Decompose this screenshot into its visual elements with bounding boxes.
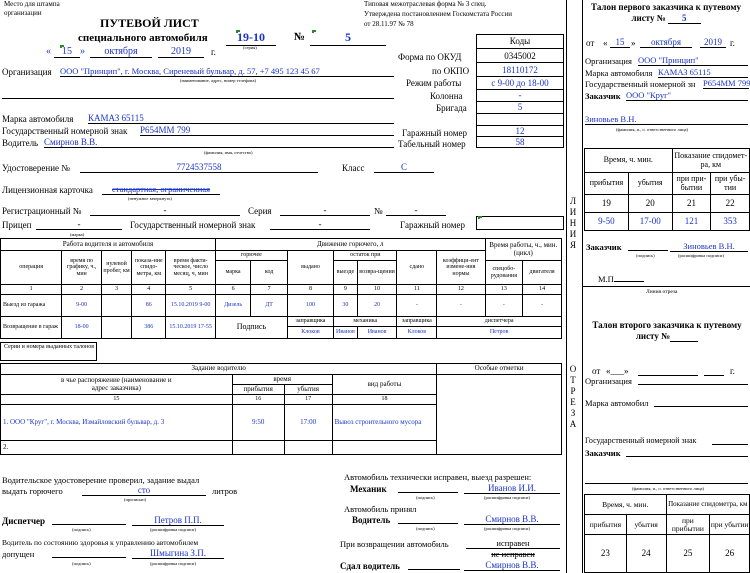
- col-coef: коэффици-ент измене-ния нормы: [437, 251, 485, 285]
- col-actual: время факти-ческое, число месяц, ч, мин: [166, 251, 215, 285]
- coupon1-plate[interactable]: Р654ММ 799: [703, 78, 750, 88]
- task-num-18: 18: [332, 395, 437, 405]
- sign-label: Подпись: [215, 317, 287, 339]
- c2-time-title: Время, ч. мин.: [585, 495, 667, 515]
- class-value[interactable]: С: [374, 162, 434, 173]
- c1-val-arrive[interactable]: 9-50: [585, 213, 629, 231]
- c1-time-title: Время, ч. мин.: [585, 149, 673, 173]
- c2-num-23: 23: [585, 535, 627, 573]
- task-col-client: в чье распоряжение (наименование и адрес заказчика): [1, 375, 233, 395]
- coupon2-number[interactable]: [670, 331, 698, 342]
- coupon1-month[interactable]: октября: [640, 37, 692, 48]
- c2-depart: убытия: [626, 515, 666, 535]
- sign-col-fueler: заправщика: [287, 317, 333, 327]
- coupon1-person-hint: (фамилия, и., о. ответственного лица): [616, 127, 688, 132]
- driver-sign-label: Водитель: [352, 515, 391, 525]
- col-issued: выдано: [287, 251, 333, 285]
- stamp-place: Место для штампа организации: [4, 0, 60, 17]
- cell-actual[interactable]: 15.10.2019 9-00: [166, 295, 215, 317]
- approved: Утверждена постановлением Госкомстата России: [364, 10, 512, 18]
- cell-handed[interactable]: -: [397, 295, 437, 317]
- cut-word: ОТРЕЗА: [569, 364, 577, 429]
- c1-num-22: 22: [711, 195, 750, 213]
- cell-engine[interactable]: -: [523, 295, 562, 317]
- doc-title: ПУТЕВОЙ ЛИСТ: [100, 16, 199, 30]
- org-label: Организация: [2, 67, 52, 77]
- fuel-value[interactable]: сто: [82, 485, 206, 496]
- task-client-2[interactable]: 2.: [1, 441, 233, 455]
- mode-value[interactable]: с 9-00 до 18-00: [491, 78, 549, 88]
- cell-issued[interactable]: 100: [287, 295, 333, 317]
- handed-value[interactable]: Смирнов В.В.: [464, 560, 560, 571]
- c1-depart: убытия: [628, 173, 672, 195]
- coupon2-person-hint: (фамилия, и., о. ответственного лица): [632, 486, 704, 491]
- cell-return[interactable]: 20: [357, 295, 397, 317]
- col-code: код: [251, 261, 288, 285]
- okpo-label: по ОКПО: [432, 66, 470, 76]
- sign-val-1[interactable]: Клоков: [287, 327, 333, 339]
- c2-speedo-title: Показание спидометра, км: [666, 495, 750, 515]
- task-col-depart: убытия: [284, 385, 332, 395]
- num-2: 2: [62, 285, 102, 295]
- series-value[interactable]: 19-10: [226, 30, 276, 46]
- coupon2-client-label: Заказчик: [585, 448, 621, 458]
- coupon1-brand[interactable]: КАМАЗ 65115: [658, 67, 748, 78]
- task-table: [0, 363, 562, 455]
- c1-sign-hint: (подпись): [636, 253, 655, 258]
- brand-value[interactable]: КАМАЗ 65115: [88, 113, 394, 124]
- medic-sign[interactable]: [52, 548, 126, 558]
- c1-decode-hint: (расшифровка подписи): [678, 253, 724, 258]
- c1-num-21: 21: [672, 195, 711, 213]
- medic-value[interactable]: Шмыгина З.П.: [132, 548, 224, 559]
- num-4: 4: [132, 285, 166, 295]
- return-ok[interactable]: исправен: [466, 538, 560, 549]
- coupon1-year-suffix: г.: [730, 38, 735, 48]
- task-num-16: 16: [232, 395, 284, 405]
- health-line: Водитель по состоянию здоровья к управлению автомобилем: [2, 538, 199, 547]
- task-depart-2[interactable]: [284, 441, 332, 455]
- okud-label: Форма по ОКУД: [398, 52, 462, 62]
- column-value[interactable]: -: [518, 90, 522, 100]
- task-arrive-2[interactable]: [232, 441, 284, 455]
- coupon1-plate-label: Государственный номерной зн: [585, 79, 696, 89]
- cell-brand[interactable]: Дизель: [215, 295, 250, 317]
- garage-value[interactable]: 12: [515, 126, 525, 136]
- series-label-2: Серия: [248, 206, 272, 216]
- coupon2-year-suffix: г.: [730, 366, 735, 376]
- dispatcher-sign[interactable]: [52, 515, 126, 525]
- cell-schedule-2[interactable]: 18-00: [62, 317, 102, 339]
- c1-num-20: 20: [628, 195, 672, 213]
- accepted-line: Автомобиль принял: [344, 504, 417, 514]
- c1-at-arrive: при при-бытии: [672, 173, 711, 195]
- c2-at-arrive: при прибытии: [666, 515, 710, 535]
- col-fuel: горючее: [215, 251, 287, 261]
- date-day[interactable]: 15: [54, 46, 80, 58]
- c1-val-at-arrive[interactable]: 121: [672, 213, 711, 231]
- date-month[interactable]: октября: [90, 46, 152, 58]
- dispatcher-sign-hint: (подпись): [72, 527, 91, 532]
- driver-sign-value[interactable]: Смирнов В.В.: [464, 514, 560, 525]
- cell-speedo[interactable]: 86: [132, 295, 166, 317]
- sign-val-5[interactable]: Петров: [437, 327, 562, 339]
- c2-at-depart: при убытии: [710, 515, 750, 535]
- coupon1-client[interactable]: ООО "Круг": [626, 90, 748, 101]
- sign-val-4[interactable]: Клоков: [397, 327, 437, 339]
- c1-speedo-title: Показание спидомет-ра, км: [672, 149, 749, 173]
- trailer-label: Прицеп: [2, 220, 32, 230]
- col-depart: выезде: [334, 261, 358, 285]
- driver-decode-hint: (расшифровка подписи): [484, 526, 530, 531]
- column-label: Колонна: [430, 91, 463, 101]
- task-depart[interactable]: 17:00: [284, 405, 332, 441]
- coupon1-org-label: Организация: [585, 56, 632, 66]
- series-label: (серия): [243, 45, 257, 50]
- coupon2-from: от: [592, 366, 601, 376]
- check-line: Водительское удостоверение проверил, задание выдал: [2, 475, 200, 485]
- coupon1-org[interactable]: ООО "Принцип": [638, 55, 748, 66]
- c1-cut-line: Линия отреза: [646, 289, 678, 295]
- return-line: При возвращении автомобиль: [340, 539, 449, 549]
- codes-title: Коды: [509, 36, 531, 46]
- okud-value: 0345002: [504, 51, 536, 61]
- col-brand: марка: [215, 261, 250, 285]
- c1-at-depart: при убы-тии: [711, 173, 750, 195]
- no-value[interactable]: -: [386, 205, 446, 216]
- cell-schedule[interactable]: 9-00: [62, 295, 102, 317]
- medic-decode-hint: (расшифровка подписи): [150, 561, 196, 566]
- mode-label: Режим работы: [406, 78, 462, 88]
- brigade-value[interactable]: 5: [517, 102, 523, 112]
- garage-label: Гаражный номер: [402, 128, 467, 138]
- coupon2-title: Талон второго заказчика к путевому листу №: [592, 320, 742, 341]
- trailer-garage-box[interactable]: [476, 216, 564, 230]
- work-group-3: Время работы, ч., мин. (цикл): [485, 239, 561, 261]
- driver-label: Водитель: [2, 138, 39, 148]
- sign-val-3[interactable]: Иванов: [357, 327, 397, 339]
- work-group-1: Работа водителя и автомобиля: [1, 239, 216, 251]
- cell-actual-2[interactable]: 15.10.2019 17-55: [166, 317, 215, 339]
- cell-coef[interactable]: -: [437, 295, 485, 317]
- c1-client-sign[interactable]: [628, 241, 668, 251]
- col-handed: сдано: [397, 251, 437, 285]
- coupon1-client-label: Заказчик: [585, 91, 621, 101]
- num-7: 7: [251, 285, 288, 295]
- sign-col-mechanic: механика: [334, 317, 397, 327]
- coupon2-plate-label: Государственный номерной знак: [585, 436, 697, 445]
- fuel-hint: (прописью): [124, 497, 147, 502]
- num-9: 9: [334, 285, 358, 295]
- coupon1-brand-label: Марка автомобиля: [585, 68, 653, 78]
- c2-num-26: 26: [710, 535, 750, 573]
- series-value-2[interactable]: -: [280, 205, 370, 216]
- notes-area[interactable]: [437, 375, 562, 455]
- num-11: 11: [397, 285, 437, 295]
- coupon2-brand-label: Марка автомобил: [585, 398, 649, 408]
- c1-arrive: прибытия: [585, 173, 629, 195]
- cell-op: Выезд из гаража: [1, 295, 62, 317]
- doc-subtitle: специального автомобиля: [78, 32, 208, 44]
- approved-date: от 28.11.97 № 78: [364, 20, 414, 28]
- brand-label: Марка автомобиля: [2, 114, 74, 124]
- medic-sign-hint: (подпись): [72, 561, 91, 566]
- form-type: Типовая межотраслевая форма № 3 спец.: [364, 0, 487, 8]
- cell-zero-2[interactable]: [102, 317, 132, 339]
- sign-col-dispatcher: диспетчера: [437, 317, 562, 327]
- coupon1-title: Талон первого заказчика к путевому листу № 5: [591, 2, 741, 23]
- trailer-garage-label: Гаражный номер: [400, 220, 465, 230]
- work-table: [0, 238, 562, 339]
- task-client[interactable]: 1. ООО "Круг", г. Москва, Измайловский бульвар, д. 3: [1, 405, 233, 441]
- series-nums-label: Серии и номера выданных талонов: [4, 344, 95, 350]
- license-label: Удостоверение №: [2, 163, 70, 173]
- cut-line-word: ЛИНИЯ: [569, 196, 577, 250]
- handed-label: Сдал водитель: [340, 561, 400, 571]
- num-13: 13: [485, 285, 523, 295]
- task-work[interactable]: Вывоз строительного мусора: [332, 405, 437, 441]
- col-return: возвра-щении: [357, 261, 397, 285]
- coupon1-from: от: [586, 38, 595, 48]
- notes-title: Особые отметки: [437, 364, 562, 375]
- task-title: Задание водителю: [1, 364, 437, 375]
- task-col-time: время: [232, 375, 332, 385]
- coupon2-org-label: Организация: [585, 376, 632, 386]
- date-year[interactable]: 2019: [158, 46, 204, 58]
- work-group-2: Движение горючего, л: [215, 239, 485, 251]
- col-schedule: время по графику, ч., мин: [62, 251, 102, 285]
- license-value[interactable]: 7724537558: [80, 162, 318, 173]
- task-arrive[interactable]: 9:50: [232, 405, 284, 441]
- task-col-arrive: прибытия: [232, 385, 284, 395]
- fuel-line: выдать горючего: [2, 486, 63, 496]
- coupon2-plate[interactable]: [712, 435, 748, 445]
- c1-mp: М.П.: [598, 274, 616, 284]
- num-12: 12: [437, 285, 485, 295]
- driver-hint: (фамилия, имя, отчество): [204, 150, 253, 155]
- num-10: 10: [357, 285, 397, 295]
- coupon1-person[interactable]: Зиновьев В.Н.: [585, 114, 748, 125]
- c2-num-25: 25: [666, 535, 710, 573]
- mechanic-decode-hint: (расшифровка подписи): [484, 495, 530, 500]
- year-suffix: г.: [211, 47, 216, 57]
- col-spec: спецобо-рудования: [485, 261, 523, 285]
- c1-client-sign-value[interactable]: Зиновьев В.Н.: [670, 241, 748, 252]
- dispatcher-value[interactable]: Петров П.П.: [132, 515, 224, 526]
- driver-value[interactable]: Смирнов В.В.: [44, 137, 394, 148]
- cell-zero[interactable]: [102, 295, 132, 317]
- class-label: Класс: [342, 163, 365, 173]
- return-not-ok[interactable]: не исправен: [491, 549, 535, 559]
- driver-sign[interactable]: [398, 514, 458, 524]
- dispatcher-decode-hint: (расшифровка подписи): [150, 527, 196, 532]
- handed-sign[interactable]: [408, 560, 460, 570]
- c1-client-sign-label: Заказчик: [586, 242, 622, 252]
- task-work-2[interactable]: [332, 441, 437, 455]
- driver-sign-hint: (подпись): [416, 526, 435, 531]
- admitted-label: допущен: [2, 549, 35, 559]
- coupon2-day[interactable]: «___»: [606, 366, 629, 376]
- number-sign: №: [294, 31, 306, 43]
- c1-num-19: 19: [585, 195, 629, 213]
- coupon1-number[interactable]: 5: [668, 13, 701, 24]
- task-col-work: вид работы: [332, 375, 437, 395]
- mechanic-value[interactable]: Иванов И.И.: [464, 483, 560, 494]
- cell-depart[interactable]: 30: [334, 295, 358, 317]
- num-5: 5: [166, 285, 215, 295]
- c1-val-at-depart[interactable]: 353: [711, 213, 750, 231]
- coupon1-year[interactable]: 2019: [700, 37, 726, 48]
- org-value[interactable]: ООО "Принцип", г. Москва, Сиреневый бульвар, д. 57, +7 495 123 45 67: [60, 66, 394, 77]
- mechanic-sign-hint: (подпись): [416, 495, 435, 500]
- reg-value[interactable]: -: [90, 205, 240, 216]
- number-value[interactable]: 5: [310, 30, 386, 46]
- c2-arrive: прибытия: [585, 515, 627, 535]
- card-label: Лицензионная карточка: [2, 185, 93, 195]
- brigade-label: Бригада: [436, 103, 467, 113]
- reg-label: Регистрационный №: [2, 206, 82, 216]
- coupon1-table: [584, 148, 750, 231]
- sign-col-fueler-2: заправщика: [397, 317, 437, 327]
- coupon2-table: [584, 494, 750, 573]
- card-hint: (ненужное зачеркнуть): [128, 196, 172, 201]
- trailer-hint: (марка): [70, 232, 85, 237]
- dispatcher-label: Диспетчер: [2, 516, 46, 526]
- col-rest: остаток при: [334, 251, 397, 261]
- cell-speedo-2[interactable]: 386: [132, 317, 166, 339]
- cell-op-2: Возвращение в гараж: [1, 317, 62, 339]
- org-hint: (наименование, адрес, номер телефона): [180, 78, 256, 83]
- mechanic-sign[interactable]: [398, 483, 458, 493]
- c1-val-depart[interactable]: 17-00: [628, 213, 672, 231]
- card-value[interactable]: стандартная, ограниченная: [102, 184, 220, 195]
- mechanic-label: Механик: [350, 484, 387, 494]
- row-departure: [1, 295, 562, 317]
- c2-num-24: 24: [626, 535, 666, 573]
- okpo-value[interactable]: 18110172: [502, 65, 538, 75]
- task-num-15: 15: [1, 395, 233, 405]
- task-num-17: 17: [284, 395, 332, 405]
- coupon2-client[interactable]: [626, 447, 748, 457]
- trailer-plate-label: Государственный номерной знак: [130, 220, 256, 230]
- tech-ok-line: Автомобиль технически исправен, выезд разрешен:: [344, 472, 532, 482]
- plate-label: Государственный номерной знак: [2, 126, 128, 136]
- col-zero: нулевой пробег, км: [102, 251, 132, 285]
- col-engine: двигателя: [523, 261, 562, 285]
- trailer-value[interactable]: -: [36, 219, 122, 230]
- cell-spec[interactable]: -: [485, 295, 523, 317]
- num-1: 1: [1, 285, 62, 295]
- col-speedo: показа-ние спидо-метра, км: [132, 251, 166, 285]
- no-label: №: [374, 206, 383, 216]
- coupon2-brand[interactable]: [654, 397, 748, 407]
- tab-value[interactable]: 58: [515, 137, 525, 147]
- num-3: 3: [102, 285, 132, 295]
- trailer-plate-value[interactable]: -: [270, 219, 370, 230]
- plate-value[interactable]: Р654ММ 799: [140, 125, 394, 136]
- sign-val-2[interactable]: Иванов: [334, 327, 358, 339]
- col-operation: операция: [1, 251, 62, 285]
- cell-code[interactable]: ДТ: [251, 295, 288, 317]
- num-14: 14: [523, 285, 562, 295]
- tab-label: Табельный номер: [398, 139, 466, 149]
- num-6: 6: [215, 285, 250, 295]
- coupon2-person[interactable]: [585, 474, 748, 484]
- coupon1-day[interactable]: 15: [610, 37, 630, 48]
- fuel-unit: литров: [212, 486, 238, 496]
- coupon2-org[interactable]: [638, 375, 748, 385]
- num-8: 8: [287, 285, 333, 295]
